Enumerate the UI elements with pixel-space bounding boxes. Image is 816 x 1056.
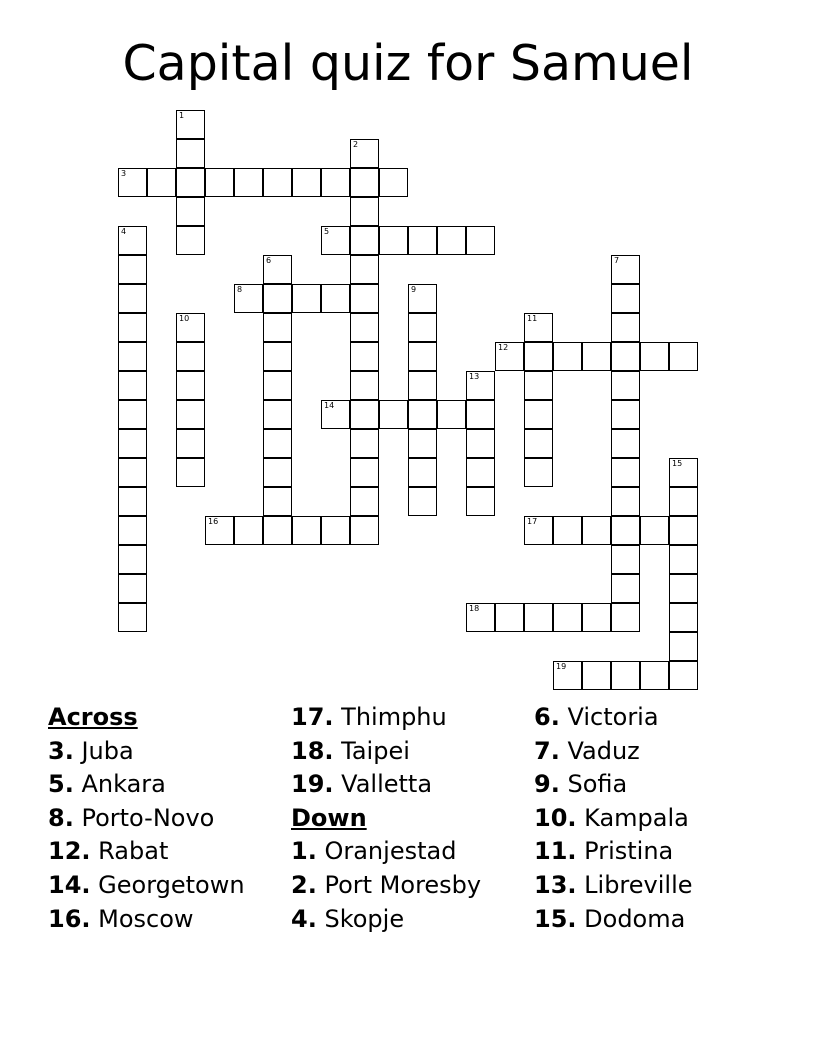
grid-cell[interactable] [408, 429, 437, 458]
grid-cell[interactable] [524, 342, 553, 371]
grid-cell[interactable] [408, 371, 437, 400]
grid-cell[interactable] [553, 603, 582, 632]
clue-column-2 [291, 701, 531, 936]
grid-cell[interactable] [176, 168, 205, 197]
grid-cell[interactable] [350, 284, 379, 313]
grid-cell[interactable] [292, 516, 321, 545]
grid-cell[interactable] [263, 516, 292, 545]
grid-cell[interactable] [408, 400, 437, 429]
grid-cell[interactable] [176, 429, 205, 458]
grid-cell[interactable] [263, 284, 292, 313]
grid-cell[interactable] [611, 342, 640, 371]
grid-cell[interactable] [118, 429, 147, 458]
grid-cell[interactable] [466, 429, 495, 458]
clue-across-8: 8. Porto-Novo [48, 803, 215, 832]
grid-cell[interactable] [524, 603, 553, 632]
grid-cell[interactable] [611, 574, 640, 603]
grid-cell[interactable] [408, 226, 437, 255]
grid-cell[interactable] [234, 168, 263, 197]
grid-cell[interactable] [350, 429, 379, 458]
cell-number: 5 [324, 227, 330, 236]
grid-cell[interactable] [292, 284, 321, 313]
grid-cell[interactable] [466, 371, 495, 400]
cell-number: 8 [237, 285, 243, 294]
grid-cell[interactable] [176, 139, 205, 168]
clue-across-16: 16. Moscow [48, 904, 194, 933]
grid-cell[interactable] [321, 516, 350, 545]
grid-cell[interactable] [495, 342, 524, 371]
grid-cell[interactable] [118, 313, 147, 342]
grid-cell[interactable] [205, 168, 234, 197]
clue-down-9: 9. Sofia [534, 770, 628, 799]
clue-down-11: 11. Pristina [534, 837, 674, 866]
clue-down-10: 10. Kampala [534, 803, 689, 832]
grid-cell[interactable] [263, 342, 292, 371]
grid-cell[interactable] [176, 226, 205, 255]
grid-cell[interactable] [611, 603, 640, 632]
grid-cell[interactable] [408, 313, 437, 342]
grid-cell[interactable] [350, 168, 379, 197]
grid-cell[interactable] [321, 168, 350, 197]
grid-cell[interactable] [263, 400, 292, 429]
grid-cell[interactable] [263, 458, 292, 487]
grid-cell[interactable] [669, 574, 698, 603]
grid-cell[interactable] [524, 429, 553, 458]
grid-cell[interactable] [176, 110, 205, 139]
clue-across-17: 17. Thimphu [291, 703, 447, 731]
grid-cell[interactable] [118, 603, 147, 632]
grid-cell[interactable] [118, 400, 147, 429]
grid-cell[interactable] [611, 255, 640, 284]
grid-cell[interactable] [263, 168, 292, 197]
grid-cell[interactable] [611, 371, 640, 400]
grid-cell[interactable] [466, 226, 495, 255]
grid-cell[interactable] [321, 226, 350, 255]
grid-cell[interactable] [408, 284, 437, 313]
grid-cell[interactable] [669, 545, 698, 574]
grid-cell[interactable] [292, 168, 321, 197]
grid-cell[interactable] [118, 545, 147, 574]
grid-cell[interactable] [176, 197, 205, 226]
grid-cell[interactable] [147, 168, 176, 197]
grid-cell[interactable] [524, 313, 553, 342]
grid-cell[interactable] [118, 371, 147, 400]
grid-cell[interactable] [669, 632, 698, 661]
grid-cell[interactable] [640, 661, 669, 690]
cell-number: 7 [614, 256, 620, 265]
grid-cell[interactable] [350, 139, 379, 168]
grid-cell[interactable] [205, 516, 234, 545]
clue-across-19: 19. Valletta [291, 770, 433, 799]
grid-cell[interactable] [582, 516, 611, 545]
cell-number: 10 [179, 314, 190, 323]
grid-cell[interactable] [379, 168, 408, 197]
grid-cell[interactable] [234, 284, 263, 313]
cell-number: 4 [121, 227, 127, 236]
clue-column-3 [534, 701, 774, 936]
grid-cell[interactable] [669, 516, 698, 545]
grid-cell[interactable] [118, 487, 147, 516]
cell-number: 17 [527, 517, 538, 526]
across-heading: Across [48, 703, 138, 731]
grid-cell[interactable] [263, 487, 292, 516]
cell-number: 16 [208, 517, 219, 526]
clue-down-4: 4. Skopje [291, 904, 405, 933]
grid-cell[interactable] [524, 400, 553, 429]
grid-cell[interactable] [669, 603, 698, 632]
grid-cell[interactable] [176, 400, 205, 429]
clue-across-14: 14. Georgetown [48, 870, 245, 899]
grid-cell[interactable] [118, 168, 147, 197]
grid-cell[interactable] [611, 400, 640, 429]
grid-cell[interactable] [118, 255, 147, 284]
grid-cell[interactable] [495, 603, 524, 632]
grid-cell[interactable] [350, 516, 379, 545]
cell-number: 9 [411, 285, 417, 294]
grid-cell[interactable] [176, 342, 205, 371]
grid-cell[interactable] [611, 284, 640, 313]
cell-number: 6 [266, 256, 272, 265]
grid-cell[interactable] [553, 516, 582, 545]
clue-across-5: 5. Ankara [48, 770, 166, 799]
grid-cell[interactable] [582, 603, 611, 632]
grid-cell[interactable] [176, 313, 205, 342]
grid-cell[interactable] [350, 458, 379, 487]
grid-cell[interactable] [524, 458, 553, 487]
grid-cell[interactable] [263, 429, 292, 458]
grid-cell[interactable] [437, 400, 466, 429]
grid-cell[interactable] [611, 545, 640, 574]
grid-cell[interactable] [524, 371, 553, 400]
grid-cell[interactable] [466, 400, 495, 429]
grid-cell[interactable] [118, 458, 147, 487]
grid-cell[interactable] [466, 603, 495, 632]
grid-cell[interactable] [118, 342, 147, 371]
clue-down-15: 15. Dodoma [534, 904, 686, 933]
grid-cell[interactable] [350, 313, 379, 342]
cell-number: 12 [498, 343, 509, 352]
cell-number: 3 [121, 169, 127, 178]
grid-cell[interactable] [669, 661, 698, 690]
grid-cell[interactable] [669, 342, 698, 371]
clue-column-1 [48, 701, 288, 936]
grid-cell[interactable] [118, 226, 147, 255]
grid-cell[interactable] [379, 400, 408, 429]
grid-cell[interactable] [669, 487, 698, 516]
grid-cell[interactable] [176, 371, 205, 400]
clue-down-2: 2. Port Moresby [291, 870, 482, 899]
grid-cell[interactable] [669, 458, 698, 487]
cell-number: 1 [179, 111, 185, 120]
grid-cell[interactable] [611, 516, 640, 545]
grid-cell[interactable] [524, 516, 553, 545]
grid-cell[interactable] [582, 342, 611, 371]
grid-cell[interactable] [263, 255, 292, 284]
grid-cell[interactable] [611, 313, 640, 342]
cell-number: 11 [527, 314, 538, 323]
cell-number: 14 [324, 401, 335, 410]
clue-down-7: 7. Vaduz [534, 736, 640, 765]
clue-across-12: 12. Rabat [48, 837, 169, 866]
grid-cell[interactable] [640, 342, 669, 371]
grid-cell[interactable] [553, 661, 582, 690]
cell-number: 15 [672, 459, 683, 468]
clue-down-6: 6. Victoria [534, 703, 659, 731]
grid-cell[interactable] [611, 458, 640, 487]
cell-number: 19 [556, 662, 567, 671]
grid-cell[interactable] [350, 342, 379, 371]
clue-across-18: 18. Taipei [291, 736, 410, 765]
grid-cell[interactable] [640, 516, 669, 545]
grid-cell[interactable] [118, 284, 147, 313]
grid-cell[interactable] [263, 371, 292, 400]
grid-cell[interactable] [553, 342, 582, 371]
grid-cell[interactable] [379, 226, 408, 255]
grid-cell[interactable] [350, 197, 379, 226]
grid-cell[interactable] [350, 226, 379, 255]
grid-cell[interactable] [611, 429, 640, 458]
grid-cell[interactable] [118, 516, 147, 545]
grid-cell[interactable] [350, 487, 379, 516]
puzzle-title: Capital quiz for Samuel [122, 35, 694, 92]
grid-cell[interactable] [611, 661, 640, 690]
cell-number: 18 [469, 604, 480, 613]
down-heading: Down [291, 803, 367, 832]
cell-number: 13 [469, 372, 480, 381]
grid-cell[interactable] [611, 487, 640, 516]
grid-cell[interactable] [263, 313, 292, 342]
grid-cell[interactable] [408, 342, 437, 371]
grid-cell[interactable] [118, 574, 147, 603]
grid-cell[interactable] [350, 371, 379, 400]
grid-cell[interactable] [408, 458, 437, 487]
clue-down-13: 13. Libreville [534, 870, 693, 899]
grid-cell[interactable] [582, 661, 611, 690]
clue-down-1: 1. Oranjestad [291, 837, 457, 866]
grid-cell[interactable] [466, 487, 495, 516]
grid-cell[interactable] [350, 400, 379, 429]
grid-cell[interactable] [466, 458, 495, 487]
cell-number: 2 [353, 140, 359, 149]
grid-cell[interactable] [321, 400, 350, 429]
grid-cell[interactable] [350, 255, 379, 284]
grid-cell[interactable] [234, 516, 263, 545]
grid-cell[interactable] [408, 487, 437, 516]
grid-cell[interactable] [321, 284, 350, 313]
grid-cell[interactable] [437, 226, 466, 255]
clue-across-3: 3. Juba [48, 736, 134, 765]
grid-cell[interactable] [176, 458, 205, 487]
